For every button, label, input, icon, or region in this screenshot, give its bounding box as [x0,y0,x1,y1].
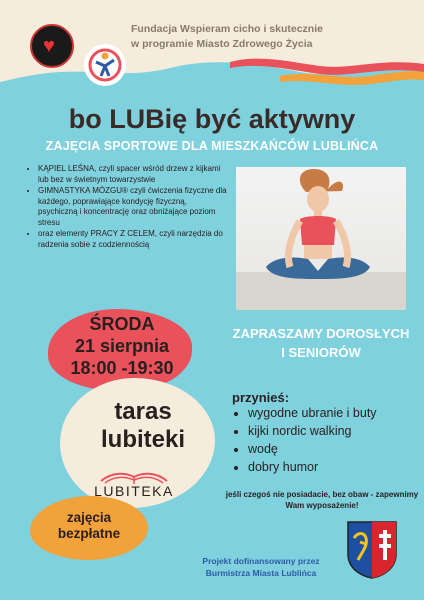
city-crest-icon [346,520,398,580]
page-title: bo LUBię być aktywny [68,104,356,134]
person-icon [84,44,126,86]
bring-heading: przynieś: [232,390,290,405]
event-day: ŚRODA [89,314,155,334]
list-item: • dobry humor [248,458,377,476]
free-line: bezpłatne [57,526,121,541]
healthy-city-logo [84,44,126,86]
program-line: w programie Miasto Zdrowego Życia [131,38,313,50]
woman-photo [236,167,406,310]
subtitle: ZAJĘCIA SPORTOWE DLA MIESZKAŃCÓW LUBLIŃCA [45,139,379,153]
free-line: zajęcia [66,510,112,525]
invite-line: ZAPRASZAMY DOROSŁYCH [232,326,410,341]
event-date [48,313,196,379]
bring-list [234,404,377,476]
event-time: 18:00 -19:30 [70,358,174,378]
foundation-logo [30,24,74,68]
free-entry-text [30,510,148,542]
funding-line: Projekt dofinansowany przez [202,556,320,566]
list-item: • wygodne ubranie i buty [248,404,377,422]
list-item: • KĄPIEL LEŚNA, czyli spacer wśród drzew z kijkami lub bez w świetnym towarzystwie [38,164,228,185]
place-line: taras [114,398,172,425]
list-item: • wodę [248,440,377,458]
lubiteka-logo: LUBITEKA [94,483,174,499]
funding-text [176,555,346,579]
organizer-line: Fundacja Wspieram cicho i skutecznie [131,23,323,35]
list-item: • kijki nordic walking [248,422,377,440]
place-line: lubiteki [100,426,185,453]
invitation-text [228,324,414,362]
heart-icon: ♥ [43,35,55,57]
organizer-text [131,22,341,52]
event-date-text: 21 sierpnia [74,336,170,356]
list-item: • oraz elementy PRACY Z CELEM, czyli narzędzia do radzenia sobie z codziennością [38,229,228,250]
activities-list [22,164,228,251]
invite-line: I SENIORÓW [281,345,361,360]
list-item: • GIMNASTYKA MÓZGU® czyli ćwiczenia fizyczne dla każdego, poprawiające kondycję fizyczną, psychiczną i koncentrację oraz obniżające poziom stresu [38,186,228,228]
equipment-note: jeśli czegoś nie posiadacie, bez obaw - zapewnimy Wam wyposażenie! [225,490,419,510]
event-place [78,398,208,454]
funding-line: Burmistrza Miasta Lublińca [205,568,317,578]
